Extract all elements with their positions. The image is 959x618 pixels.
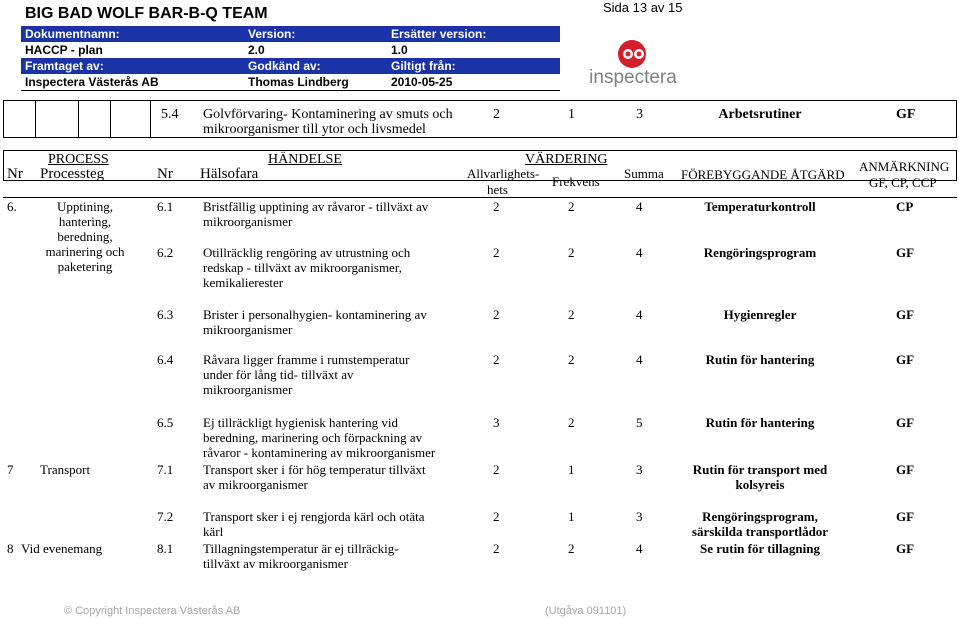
preventive-action bbox=[680, 307, 840, 322]
preventive-action-line: Rutin för hantering bbox=[705, 352, 815, 367]
hazard-text bbox=[203, 199, 443, 229]
hazard-text-line: beredning, marinering och förpackning av bbox=[203, 430, 423, 445]
header-value: 2010-05-25 bbox=[387, 74, 560, 90]
footer-copyright: © Copyright Inspectera Västerås AB bbox=[64, 605, 241, 617]
step-name: Transport bbox=[40, 462, 91, 477]
hazard-text-line: av mikroorganismer bbox=[203, 477, 308, 492]
frequency-value: 2 bbox=[568, 199, 575, 214]
row-number: 7.1 bbox=[157, 462, 174, 477]
preventive-action-line: Hygienregler bbox=[723, 307, 797, 322]
severity-value: 2 bbox=[493, 509, 500, 524]
header-value: 1.0 bbox=[387, 42, 560, 58]
preventive-action-line: Rengöringsprogram, bbox=[702, 509, 818, 524]
preventive-action bbox=[680, 245, 840, 260]
hazard-text-line: kemikalierester bbox=[203, 275, 284, 290]
header-value: Inspectera Västerås AB bbox=[21, 74, 244, 90]
hazard-text-line: tillväxt av mikroorganismer bbox=[203, 556, 348, 571]
step-name: Vid evenemang bbox=[21, 541, 103, 556]
header-label: Giltigt från: bbox=[387, 58, 560, 74]
row-number: 6.1 bbox=[157, 199, 174, 214]
row-number: 6.5 bbox=[157, 415, 174, 430]
preventive-action bbox=[680, 199, 840, 214]
sum-value: 3 bbox=[636, 107, 643, 122]
hazard-text bbox=[203, 462, 443, 492]
header-event: HÄNDELSE bbox=[268, 152, 342, 167]
hazard-text bbox=[203, 415, 443, 460]
footer-edition: (Utgåva 091101) bbox=[545, 605, 627, 617]
header-nr: Nr bbox=[157, 166, 173, 182]
header-process-step: Processteg bbox=[40, 166, 105, 182]
hazard-text-line: Transport sker i för hög temperatur tillväxt bbox=[203, 462, 426, 477]
hazard-text-line: Brister i personalhygien- kontaminering av bbox=[203, 307, 427, 322]
row-number: 7.2 bbox=[157, 509, 174, 524]
frequency-value: 2 bbox=[568, 541, 575, 556]
header-health-hazard: Hälsofara bbox=[200, 166, 259, 182]
header-label: Dokumentnamn: bbox=[21, 26, 244, 42]
remark-value: GF bbox=[896, 307, 915, 322]
row-number: 6.4 bbox=[157, 352, 174, 367]
frequency-value: 2 bbox=[568, 245, 575, 260]
severity-value: 3 bbox=[493, 415, 500, 430]
header-nr: Nr bbox=[7, 166, 23, 182]
severity-value: 2 bbox=[493, 245, 500, 260]
step-number: 6. bbox=[7, 199, 17, 214]
sum-value: 3 bbox=[636, 509, 643, 524]
header-label: Framtaget av: bbox=[21, 58, 244, 74]
hazard-text-line: Otillräcklig rengöring av utrustning och bbox=[203, 245, 411, 260]
preventive-action bbox=[680, 352, 840, 367]
hazard-text-line: råvaror - kontaminering av mikroorganismer bbox=[203, 445, 436, 460]
severity-value: 2 bbox=[493, 541, 500, 556]
header-value: HACCP - plan bbox=[21, 42, 244, 58]
row-number: 8.1 bbox=[157, 541, 174, 556]
inspectera-logo bbox=[586, 30, 681, 90]
header-severity: hets bbox=[487, 182, 508, 197]
frequency-value: 1 bbox=[568, 509, 575, 524]
hazard-text-line: redskap - tillväxt av mikroorganismer, bbox=[203, 260, 402, 275]
header-assessment: VÄRDERING bbox=[525, 152, 608, 167]
frequency-value: 1 bbox=[568, 462, 575, 477]
remark-value: GF bbox=[896, 509, 915, 524]
header-label: Version: bbox=[244, 26, 387, 42]
header-sum: Summa bbox=[624, 166, 664, 181]
step-number: 7 bbox=[7, 462, 14, 477]
remark-value: GF bbox=[896, 352, 915, 367]
severity-value: 2 bbox=[493, 307, 500, 322]
sum-value: 5 bbox=[636, 415, 643, 430]
header-preventive-action: FÖREBYGGANDE ÅTGÄRD bbox=[681, 167, 845, 182]
hazard-text-line: Bristfällig upptining av råvaror - tillväxt av bbox=[203, 199, 429, 214]
preventive-action-line: särskilda transportlådor bbox=[691, 524, 829, 539]
sum-value: 4 bbox=[636, 541, 643, 556]
header-process: PROCESS bbox=[48, 152, 109, 167]
company-title: BIG BAD WOLF BAR-B-Q TEAM bbox=[25, 5, 268, 22]
preventive-action bbox=[680, 541, 840, 556]
header-severity: Allvarlighets- bbox=[467, 166, 540, 181]
preventive-action: Arbetsrutiner bbox=[718, 107, 802, 122]
header-value: 2.0 bbox=[244, 42, 387, 58]
preventive-action-line: kolsyreis bbox=[735, 477, 785, 492]
hazard-text-line: Tillagningstemperatur är ej tillräckig- bbox=[203, 541, 399, 556]
hazard-text bbox=[203, 352, 443, 397]
row-number: 6.3 bbox=[157, 307, 174, 322]
remark-value: GF bbox=[896, 107, 916, 122]
preventive-action bbox=[680, 415, 840, 430]
severity-value: 2 bbox=[493, 352, 500, 367]
preventive-action-line: Rengöringsprogram bbox=[703, 245, 817, 260]
frequency-value: 1 bbox=[568, 107, 575, 122]
hazard-text-line: Råvara ligger framme i rumstemperatur bbox=[203, 352, 410, 367]
remark-value: GF bbox=[896, 415, 915, 430]
remark-value: CP bbox=[896, 199, 914, 214]
hazard-text-line: Transport sker i ej rengjorda kärl och otäta bbox=[203, 509, 425, 524]
preventive-action-line: Rutin för hantering bbox=[705, 415, 815, 430]
severity-value: 2 bbox=[493, 199, 500, 214]
sum-value: 4 bbox=[636, 199, 643, 214]
step-name: Upptining, hantering, beredning, marinering och paketering bbox=[45, 199, 125, 274]
preventive-action-line: Se rutin för tillagning bbox=[699, 541, 821, 556]
frequency-value: 2 bbox=[568, 307, 575, 322]
remark-value: GF bbox=[896, 462, 915, 477]
preventive-action bbox=[680, 462, 840, 492]
logo-text: inspectera bbox=[589, 67, 677, 88]
preventive-action bbox=[680, 509, 840, 539]
preventive-action-line: Temperaturkontroll bbox=[704, 199, 816, 214]
header-remark: GF, CP, CCP bbox=[869, 175, 937, 190]
page-number: Sida 13 av 15 bbox=[603, 0, 683, 15]
sum-value: 4 bbox=[636, 352, 643, 367]
hazard-text bbox=[203, 245, 443, 290]
hazard-text-line: kärl bbox=[203, 524, 224, 539]
hazard-text-line: mikroorganismer bbox=[203, 214, 293, 229]
remark-value: GF bbox=[896, 245, 915, 260]
hazard-text bbox=[203, 509, 443, 539]
header-label: Godkänd av: bbox=[244, 58, 387, 74]
row-number: 5.4 bbox=[161, 107, 179, 122]
remark-value: GF bbox=[896, 541, 915, 556]
header-label: Ersätter version: bbox=[387, 26, 560, 42]
sum-value: 3 bbox=[636, 462, 643, 477]
hazard-text-line: under för lång tid- tillväxt av bbox=[203, 367, 354, 382]
document-header-table bbox=[21, 26, 560, 90]
step-number: 8 bbox=[7, 541, 14, 556]
hazard-text-line: Ej tillräckligt hygienisk hantering vid bbox=[203, 415, 398, 430]
frequency-value: 2 bbox=[568, 352, 575, 367]
row-number: 6.2 bbox=[157, 245, 174, 260]
sum-value: 4 bbox=[636, 245, 643, 260]
hazard-text-line: mikroorganismer bbox=[203, 322, 293, 337]
header-remark: ANMÄRKNING bbox=[859, 159, 950, 174]
header-frequency: Frekvens bbox=[552, 174, 600, 189]
severity-value: 2 bbox=[493, 107, 500, 122]
hazard-text bbox=[203, 541, 443, 571]
hazard-text bbox=[203, 307, 443, 337]
hazard-text: Golvförvaring- Kontaminering av smuts och mikroorganismer till ytor och livsmedel bbox=[203, 107, 453, 137]
sum-value: 4 bbox=[636, 307, 643, 322]
frequency-value: 2 bbox=[568, 415, 575, 430]
preventive-action-line: Rutin för transport med bbox=[692, 462, 828, 477]
inspectera-logo-icon bbox=[586, 30, 681, 90]
severity-value: 2 bbox=[493, 462, 500, 477]
hazard-text-line: mikroorganismer bbox=[203, 382, 293, 397]
header-value: Thomas Lindberg bbox=[244, 74, 387, 90]
